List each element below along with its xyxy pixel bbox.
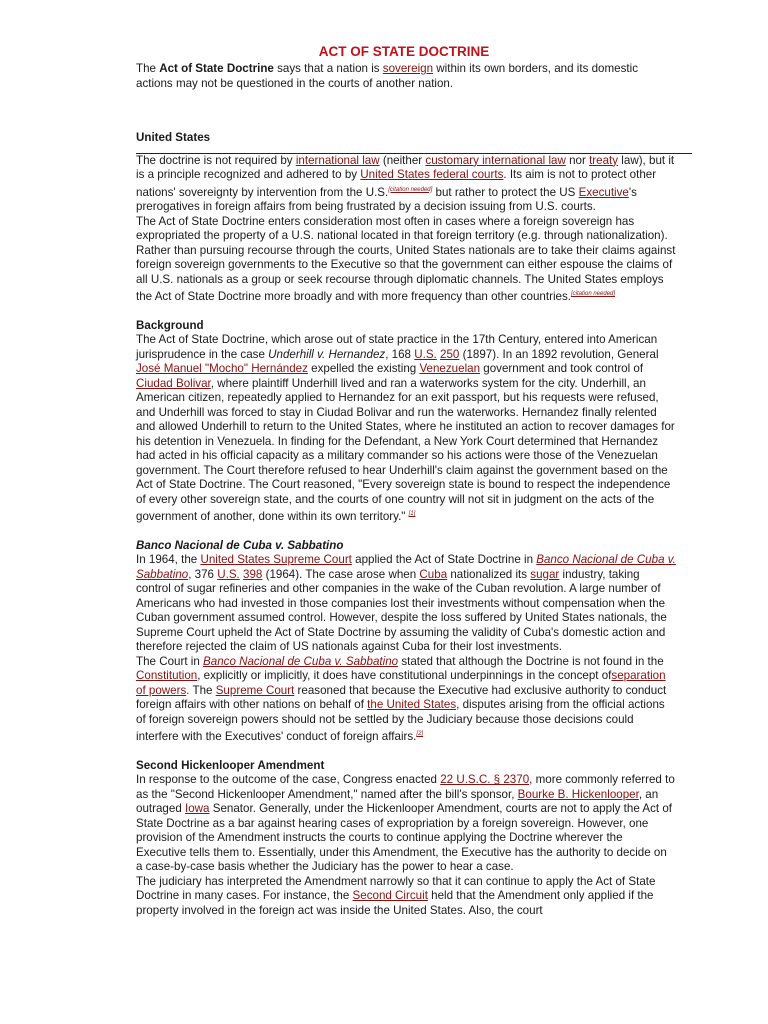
text: (1897). In an 1892 revolution, General xyxy=(459,347,659,361)
section-heading-united-states: United States xyxy=(136,131,211,144)
link-second-circuit[interactable]: Second Circuit xyxy=(352,889,428,902)
link-separation-of-powers[interactable]: separation of powers xyxy=(136,669,666,697)
link-banco-nacional-case[interactable]: Banco Nacional de Cuba v. Sabbatino xyxy=(203,654,399,668)
link-us-reports[interactable]: U.S. xyxy=(217,567,240,581)
link-250[interactable]: 250 xyxy=(440,347,460,361)
link-398[interactable]: 398 xyxy=(243,567,263,581)
text: The xyxy=(136,62,160,75)
us-paragraph-2 xyxy=(136,215,676,305)
text: reasoned that because the Executive had exclusive authority to conduct foreign affairs with other nations on behalf of xyxy=(136,683,667,711)
link-ciudad-bolivar[interactable]: Ciudad Bolivar xyxy=(136,376,211,390)
text: (neither xyxy=(379,153,426,167)
section-heading-background: Background xyxy=(136,318,204,332)
link-us-supreme-court[interactable]: United States Supreme Court xyxy=(200,553,352,566)
text: stated that although the Doctrine is not found in the xyxy=(398,654,664,668)
text: held that the Amendment only applied if the property involved in the foreign act was inside the United States. Also, the court xyxy=(136,889,654,917)
text: nor xyxy=(565,153,590,167)
link-sovereign[interactable]: sovereign xyxy=(382,62,434,75)
link-customary-international-law[interactable]: customary international law xyxy=(425,153,566,167)
text: . The xyxy=(186,683,216,697)
text: , explicitly or implicitly, it does have constitutional underpinnings in the concept of xyxy=(197,669,612,682)
text: The Act of State Doctrine enters consideration most often in cases where a foreign sovereign has expropriated the property of a U.S. national located in that foreign territory (e.g. through nationalization). Rather than pursuing recourse through the courts, United States nationals are to take their claims against foreign sovereign governments to the Executive so that the government can either espouse the claims of all U.S. nationals as a group or seek recourse through diplomatic channels. The United States employs the Act of State Doctrine more broadly and with more frequency than other countries. xyxy=(136,214,676,303)
citation-needed[interactable]: [citation needed] xyxy=(571,291,616,297)
banco-paragraph-2 xyxy=(136,655,676,745)
text: expelled the existing xyxy=(307,362,420,375)
link-us-federal-courts[interactable]: United States federal courts xyxy=(360,168,504,181)
page-title: ACT OF STATE DOCTRINE xyxy=(318,44,490,59)
text: applied the Act of State Doctrine in xyxy=(351,553,537,566)
text: The judiciary has interpreted the Amendment narrowly so that it can continue to apply the Act of State Doctrine in many cases. For instance, the xyxy=(136,874,656,902)
link-constitution[interactable]: Constitution xyxy=(136,669,198,682)
case-name: Underhill v. Hernandez xyxy=(268,347,386,361)
text: , where plaintiff Underhill lived and ran a waterworks system for the city. Underhill, an American citizen, repeatedly applied to Hernandez for an exit passport, but his requests were refused, and Underhill was forced to stay in Ciudad Bolivar and run the waterworks. Hernandez finally relented and allowed Underhill to return to the United States, where he instituted an action to recover damages for his detention in Venezuela. In finding for the Defendant, a New York Court determined that Hernandez had acted in his official capacity as a military commander so his actions were those of the Venezuelan government. The Court therefore refused to hear Underhill's claim against the government based on the Act of State Doctrine. The Court reasoned, "Every sovereign state is bound to respect the independence of every other sovereign state, and the courts of one country will not sit in judgment on the acts of the government of another, done within its own territory." xyxy=(136,376,675,523)
text: but rather to protect the US xyxy=(432,185,579,199)
link-iowa[interactable]: Iowa xyxy=(185,802,210,815)
link-the-united-states[interactable]: the United States xyxy=(367,698,457,711)
hickenlooper-paragraph-2 xyxy=(136,875,676,919)
link-22-usc-2370[interactable]: 22 U.S.C. § 2370 xyxy=(440,773,530,786)
section-heading-hickenlooper: Second Hickenlooper Amendment xyxy=(136,758,325,772)
section-heading-banco-nacional: Banco Nacional de Cuba v. Sabbatino xyxy=(136,538,344,552)
text: , 376 xyxy=(188,567,218,581)
text: within its own borders, and its domestic actions may not be questioned in the courts of another nation. xyxy=(136,62,638,90)
text: law), but it is a principle recognized and adhered to by xyxy=(136,153,675,181)
link-sugar[interactable]: sugar xyxy=(530,567,560,581)
link-executive[interactable]: Executive xyxy=(578,185,629,199)
link-jose-manuel-hernandez[interactable]: José Manuel "Mocho" Hernández xyxy=(136,362,308,375)
text: , 168 xyxy=(385,347,415,361)
link-treaty[interactable]: treaty xyxy=(589,153,619,167)
citation-needed[interactable]: [citation needed] xyxy=(388,186,433,193)
footnote-1[interactable]: [1] xyxy=(408,511,416,517)
text: The Court in xyxy=(136,654,204,668)
text: , disputes arising from the official actions of foreign sovereign powers should not be settled by the Judiciary because those decisions could interfere with the Executives' conduct of foreign affairs. xyxy=(136,698,665,743)
text: government and took control of xyxy=(480,362,644,375)
text: (1964). The case arose when xyxy=(262,567,420,581)
text: industry, taking control of sugar refineries and other companies in the wake of the Cuban revolution. A large number of Americans who had invested in those companies lost their investments without compensation when the Cuban government assumed control. However, despite the loss suffered by United States nationals, the Supreme Court upheld the Act of State Doctrine by assuming the validity of Cuba's domestic action and therefore rejected the claim of US nationals against Cuba for their lost investments. xyxy=(136,567,667,653)
link-cuba[interactable]: Cuba xyxy=(419,567,448,581)
text: nationalized its xyxy=(447,567,531,581)
text: says that a nation is xyxy=(273,62,383,75)
link-international-law[interactable]: international law xyxy=(295,153,380,167)
text: The doctrine is not required by xyxy=(136,153,296,167)
text: In response to the outcome of the case, Congress enacted xyxy=(136,773,441,786)
link-venezuelan[interactable]: Venezuelan xyxy=(419,362,481,375)
bold-term: Act of State Doctrine xyxy=(159,62,274,75)
text: Senator. Generally, under the Hickenlooper Amendment, courts are not to apply the Act of State Doctrine as a bar against hearing cases of expropriation by a foreign sovereign. However, one provision of the Amendment instructs the courts to continue applying the Doctrine wherever the Executive tells them to. Essentially, under this Amendment, the Executive has the authority to decide on a case-by-case basis whether the Judiciary has the power to hear a case. xyxy=(136,802,673,873)
footnote-2[interactable]: [2] xyxy=(416,731,424,737)
text: , more commonly referred to as the "Second Hickenlooper Amendment," named after the bill's sponsor, xyxy=(136,773,675,801)
link-banco-nacional-case[interactable]: Banco Nacional de Cuba v. Sabbatino xyxy=(136,553,676,581)
text: 's prerogatives in foreign affairs from being frustrated by a decision issuing from U.S. courts. xyxy=(136,185,637,213)
text: The Act of State Doctrine, which arose out of state practice in the 17th Century, entered into American jurisprudence in the case xyxy=(136,333,658,361)
link-us-reports[interactable]: U.S. xyxy=(414,347,437,361)
hickenlooper-paragraph-1 xyxy=(136,773,676,875)
banco-paragraph-1 xyxy=(136,553,676,655)
link-bourke-hickenlooper[interactable]: Bourke B. Hickenlooper xyxy=(517,787,639,801)
text: In 1964, the xyxy=(136,553,201,566)
text: , an outraged xyxy=(136,787,659,815)
background-paragraph xyxy=(136,333,676,525)
us-paragraph-1 xyxy=(136,154,676,215)
text: . Its aim is not to protect other nations' sovereignty by intervention from the U.S. xyxy=(136,168,657,199)
intro-paragraph xyxy=(136,62,676,91)
link-supreme-court[interactable]: Supreme Court xyxy=(215,683,295,697)
